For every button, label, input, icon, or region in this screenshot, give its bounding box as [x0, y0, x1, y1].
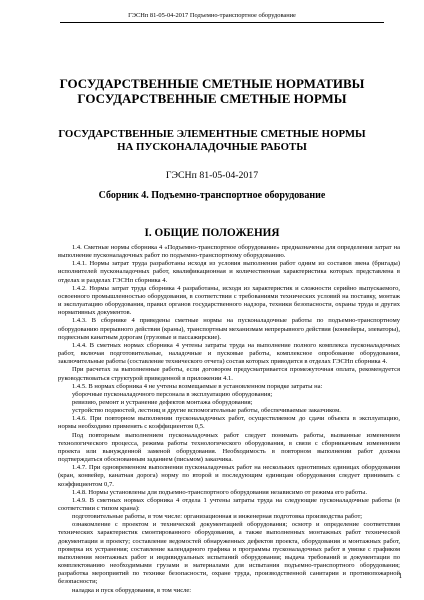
paragraph: 1.4.4. В сметных нормах сборника 4 учтены затраты труда на выполнение полного комплекса пусконаладочных работ, включая подготовительные, наладочные и пусковые работы, комплексное опробование оборудования, заключительные работы (составление технического отчета) состав которых приводится в отделах ГЭСНп сборника 4. — [58, 341, 400, 366]
subtitle — [0, 128, 424, 154]
paragraph: При расчетах за выполненные работы, если договором предусматривается промежуточная оплата, рекомендуется руководствоваться структурой приведенной в приложении 4.1. — [58, 366, 400, 382]
page-number: 1 — [398, 572, 402, 580]
running-header: ГЭСНп 81-05-04-2017 Подъемно-транспортное оборудование — [128, 12, 296, 19]
paragraph: 1.4.8. Нормы установлены для подъемно-транспортного оборудования независимо от режима его работы. — [72, 488, 367, 496]
paragraph: 1.4. Сметные нормы сборника 4 «Подъемно-транспортное оборудование» предназначены для определения затрат на выполнение пусконаладочных работ по подъемно-транспортному оборудованию. — [58, 244, 400, 260]
main-title-line-1: ГОСУДАРСТВЕННЫЕ СМЕТНЫЕ НОРМАТИВЫ — [59, 76, 365, 91]
document-code: ГЭСНп 81-05-04-2017 — [165, 170, 259, 181]
subtitle-line-1: ГОСУДАРСТВЕННЫЕ ЭЛЕМЕНТНЫЕ СМЕТНЫЕ НОРМЫ — [58, 128, 366, 140]
paragraph: 1.4.2. Нормы затрат труда сборника 4 разработаны, исходя из характеристик и сложности серийно выпускаемого, освоенного промышленностью оборудования, в соответствии с требованиями технических условий на поставку, монтаж и эксплуатацию оборудования, правил органов государственного надзора, техники безопасности, охраны труда и других нормативных документов. — [58, 284, 400, 317]
paragraph: Под повторным выполнением пусконаладочных работ следует понимать работы, вызванные изменением технологического процесса, режима работы технологического оборудования, в связи с сборникачным изменением проекта или вынужденной заменой оборудования. Необходимость в повторном выполнении работ должна подтверждаться обоснованным заданием (письмом) заказчика. — [58, 431, 400, 464]
paragraph: 1.4.3. В сборнике 4 приведены сметные нормы на пусконаладочные работы по подъемно-транспортному оборудованию прерывного действия (краны), транспортным механизмам непрерывного действия (конвейеры, элеваторы), подвесным канатным дорогам (грузовые и пассажирские). — [58, 317, 400, 341]
paragraph: 1.4.9. В сметных нормах сборника 4 отдела 1 учтены затраты труда на следующие пусконаладочные работы (в соответствии с типом крана): — [58, 496, 400, 512]
collection-title: Сборник 4. Подъемно-транспортное оборудование — [98, 190, 326, 201]
section-title: I. ОБЩИЕ ПОЛОЖЕНИЯ — [144, 227, 280, 239]
main-title-line-2: ГОСУДАРСТВЕННЫЕ СМЕТНЫЕ НОРМЫ — [77, 91, 347, 106]
paragraph: 1.4.7. При одновременном выполнении пусконаладочных работ на нескольких однотипных единицах оборудования (кран, конвейер, канатная дорога) норму по второй и последующим единицам оборудования следует принимать с коэффициентом 0,7. — [58, 464, 400, 488]
paragraph: наладка и пуск оборудования, в том числе: — [72, 586, 192, 594]
main-title — [0, 76, 424, 106]
paragraph: подготовительные работы, в том числе: организационная и инженерная подготовка производства работ; — [72, 513, 363, 521]
paragraph: ревизию, ремонт и устранение дефектов монтажа оборудования; — [72, 398, 253, 406]
paragraph: 1.4.5. В нормах сборника 4 не учтены возмещаемые в установленном порядке затраты на: — [72, 382, 323, 390]
paragraph: 1.4.1. Нормы затрат труда разработаны исходя из условия выполнения работ одним из составов звена (бригады) исполнителей пусконаладочных работ, квалификационная и количественная характеристика которых представлена в отделах и разделах ГЭСНп сборника 4. — [58, 260, 400, 284]
paragraph: ознакомление с проектом и технической документацией оборудования; осмотр и определение соответствия технических характеристик смонтированного оборудования, а также выполненных монтажных работ технической документации и проекту; составление ведомостей обнаруженных дефектов проекта, оборудования и монтажных работ, проверка их устранения; составление календарного графика и программы пусконаладочных работ в увязке с графиком выполнения монтажных работ и индивидуальных испытаний оборудования; выдача требований и документации по комплектованию необходимыми грузами и материалами для испытания подъемно-транспортного оборудования; разработка мероприятий по технике безопасности, охране труда, производственной санитарии и противопожарной безопасности; — [58, 521, 400, 586]
paragraph: уборочные пусконаладочного персонала в эксплуатацию оборудования; — [72, 390, 273, 398]
subtitle-line-2: НА ПУСКОНАЛАДОЧНЫЕ РАБОТЫ — [117, 141, 307, 153]
body-text — [58, 244, 400, 595]
paragraph: 1.4.6. При повторном выполнении пусконаладочных работ, осуществляемом до сдачи объекта в эксплуатацию, нормы необходимо применять с коэффициентом 0,5. — [58, 415, 400, 431]
header-rule — [60, 22, 384, 23]
paragraph: устройство подмостей, лестниц и другие вспомогательные работы, обеспечиваемые заказчиком. — [72, 407, 341, 415]
